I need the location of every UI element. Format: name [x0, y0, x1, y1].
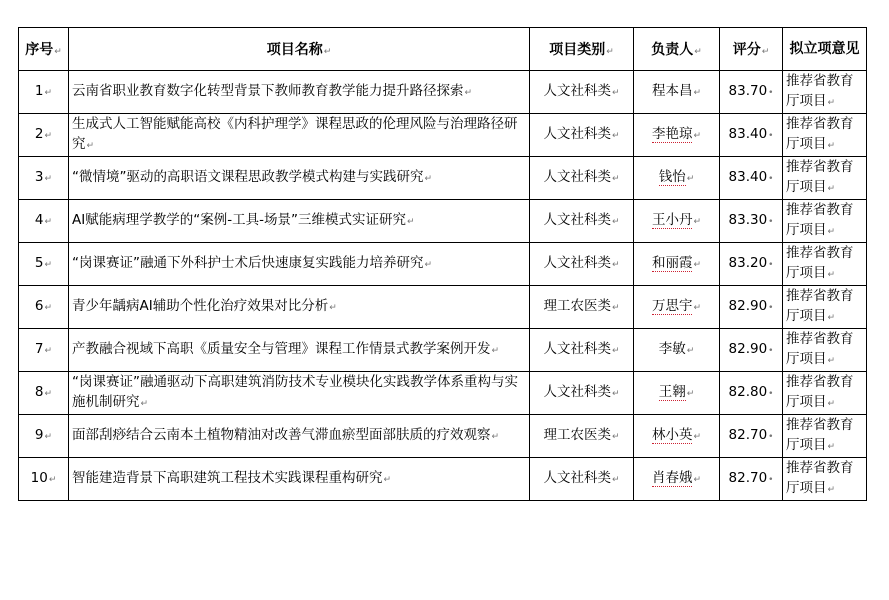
cell-score: 82.90• — [720, 329, 783, 372]
table-row — [19, 329, 867, 372]
cell-no: 1↵ — [19, 71, 69, 114]
cell-category: 人文社科类↵ — [530, 71, 634, 114]
cell-name: “微情境”驱动的高职语文课程思政教学模式构建与实践研究↵ — [69, 157, 530, 200]
table-row — [19, 200, 867, 243]
cell-owner: 程本昌↵ — [634, 71, 720, 114]
cell-no: 7↵ — [19, 329, 69, 372]
header-no: 序号↵ — [19, 28, 69, 71]
cell-name: 面部刮痧结合云南本土植物精油对改善气滞血瘀型面部肤质的疗效观察↵ — [69, 415, 530, 458]
cell-owner: 李敏↵ — [634, 329, 720, 372]
header-score: 评分↵ — [720, 28, 783, 71]
cell-category: 人文社科类↵ — [530, 372, 634, 415]
cell-opinion: 推荐省教育厅项目↵ — [783, 372, 867, 415]
cell-name: 生成式人工智能赋能高校《内科护理学》课程思政的伦理风险与治理路径研究↵ — [69, 114, 530, 157]
table-row — [19, 71, 867, 114]
cell-score: 82.70• — [720, 458, 783, 501]
cell-name: 智能建造背景下高职建筑工程技术实践课程重构研究↵ — [69, 458, 530, 501]
table-header-row — [19, 28, 867, 71]
cell-score: 83.70• — [720, 71, 783, 114]
cell-opinion: 推荐省教育厅项目↵ — [783, 458, 867, 501]
cell-owner: 王翱↵ — [634, 372, 720, 415]
cell-name: AI赋能病理学教学的“案例-工具-场景”三维模式实证研究↵ — [69, 200, 530, 243]
header-category: 项目类别↵ — [530, 28, 634, 71]
cell-score: 82.70• — [720, 415, 783, 458]
table-row — [19, 415, 867, 458]
cell-score: 83.40• — [720, 157, 783, 200]
cell-opinion: 推荐省教育厅项目↵ — [783, 286, 867, 329]
cell-score: 83.40• — [720, 114, 783, 157]
cell-name: 青少年龋病AI辅助个性化治疗效果对比分析↵ — [69, 286, 530, 329]
table-row — [19, 157, 867, 200]
table-row — [19, 243, 867, 286]
cell-no: 5↵ — [19, 243, 69, 286]
cell-opinion: 推荐省教育厅项目↵ — [783, 329, 867, 372]
cell-owner: 万思宇↵ — [634, 286, 720, 329]
cell-category: 人文社科类↵ — [530, 114, 634, 157]
cell-no: 8↵ — [19, 372, 69, 415]
cell-category: 人文社科类↵ — [530, 157, 634, 200]
table-row — [19, 458, 867, 501]
project-table — [18, 27, 867, 501]
cell-category: 人文社科类↵ — [530, 458, 634, 501]
header-owner: 负责人↵ — [634, 28, 720, 71]
cell-opinion: 推荐省教育厅项目↵ — [783, 157, 867, 200]
header-name: 项目名称↵ — [69, 28, 530, 71]
cell-name: 云南省职业教育数字化转型背景下教师教育教学能力提升路径探索↵ — [69, 71, 530, 114]
cell-opinion: 推荐省教育厅项目↵ — [783, 415, 867, 458]
cell-score: 83.30• — [720, 200, 783, 243]
cell-opinion: 推荐省教育厅项目↵ — [783, 243, 867, 286]
cell-name: “岗课赛证”融通下外科护士术后快速康复实践能力培养研究↵ — [69, 243, 530, 286]
cell-owner: 王小丹↵ — [634, 200, 720, 243]
cell-opinion: 推荐省教育厅项目↵ — [783, 200, 867, 243]
cell-score: 82.80• — [720, 372, 783, 415]
cell-name: “岗课赛证”融通驱动下高职建筑消防技术专业模块化实践教学体系重构与实施机制研究↵ — [69, 372, 530, 415]
cell-no: 6↵ — [19, 286, 69, 329]
cell-no: 3↵ — [19, 157, 69, 200]
cell-category: 人文社科类↵ — [530, 243, 634, 286]
cell-category: 理工农医类↵ — [530, 286, 634, 329]
table-row — [19, 286, 867, 329]
cell-owner: 和丽霞↵ — [634, 243, 720, 286]
cell-no: 9↵ — [19, 415, 69, 458]
cell-owner: 林小英↵ — [634, 415, 720, 458]
table-row — [19, 372, 867, 415]
table-row — [19, 114, 867, 157]
cell-owner: 李艳琼↵ — [634, 114, 720, 157]
cell-no: 2↵ — [19, 114, 69, 157]
cell-no: 4↵ — [19, 200, 69, 243]
cell-category: 理工农医类↵ — [530, 415, 634, 458]
cell-score: 83.20• — [720, 243, 783, 286]
cell-owner: 肖春娥↵ — [634, 458, 720, 501]
cell-score: 82.90• — [720, 286, 783, 329]
cell-category: 人文社科类↵ — [530, 329, 634, 372]
cell-no: 10↵ — [19, 458, 69, 501]
cell-opinion: 推荐省教育厅项目↵ — [783, 71, 867, 114]
cell-category: 人文社科类↵ — [530, 200, 634, 243]
cell-owner: 钱怡↵ — [634, 157, 720, 200]
cell-name: 产教融合视域下高职《质量安全与管理》课程工作情景式教学案例开发↵ — [69, 329, 530, 372]
header-opinion: 拟立项意见 — [783, 28, 867, 71]
cell-opinion: 推荐省教育厅项目↵ — [783, 114, 867, 157]
